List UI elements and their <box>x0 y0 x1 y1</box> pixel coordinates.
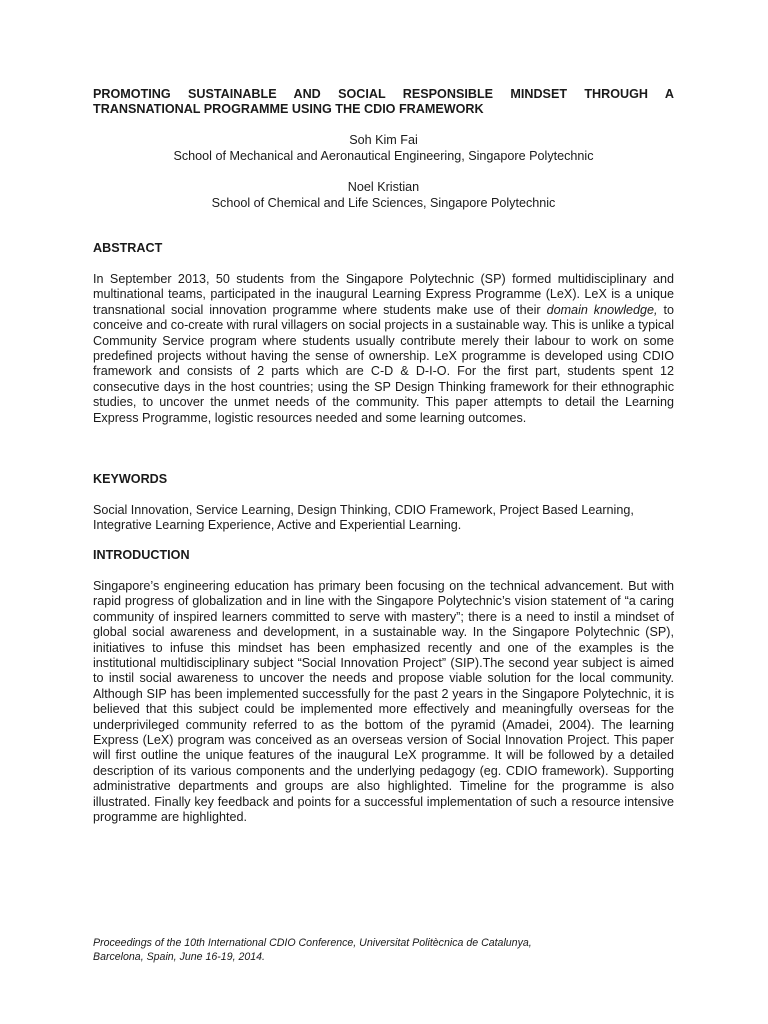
footer-line-2: Barcelona, Spain, June 16-19, 2014. <box>93 950 265 963</box>
author-block-2 <box>93 180 674 211</box>
paper-title: PROMOTING SUSTAINABLE AND SOCIAL RESPONSIBLE MINDSET THROUGH A TRANSNATIONAL PROGRAMME USING THE CDIO FRAMEWORK <box>93 87 674 116</box>
keywords-heading: KEYWORDS <box>93 472 168 486</box>
introduction-text: Singapore’s engineering education has primary been focusing on the technical advancement. But with rapid progress of globalization and in line with the Singapore Polytechnic’s vision statement of “a caring community of inspired learners committed to serve with mastery”; there is a need to instil a mindset of global social awareness and development, in a sustainable way. In the Singapore Polytechnic (SP), initiatives to infuse this mindset has been emphasized recently and one of the examples is the institutional multidisciplinary subject “Social Innovation Project” (SIP).The second year subject is aimed to instil social awareness to uncover the needs and propose viable solution for the local community. Although SIP has been implemented successfully for the past 2 years in the Singapore Polytechnic, it is believed that this subject could be implemented more effectively and meaningfully overseas for the underprivileged community referred to as the bottom of the pyramid (Amadei, 2004). The learning Express (LeX) program was conceived as an overseas version of Social Innovation Project. This paper will first outline the unique features of the inaugural LeX programme. It will be followed by a detailed description of its various components and the underlying pedagogy (eg. CDIO framework). Supporting administrative departments and groups are also highlighted. Timeline for the programme is also illustrated. Finally key feedback and points for a successful implementation of such a resource intensive programme are highlighted. <box>93 579 674 825</box>
abstract-text-part2: to conceive and co-create with rural villagers on social projects in a sustainable way. This is unlike a typical Community Service program where students usually contribute merely their labour to work on some predefined projects without having the sense of ownership. LeX programme is developed using CDIO framework and consists of 2 parts which are C-D & D-I-O. For the first part, students spent 12 consecutive days in the host countries; using the SP Design Thinking framework for their ethnographic studies, to uncover the unmet needs of the community. This paper attempts to detail the Learning Express Programme, logistic resources needed and some learning outcomes. <box>93 302 674 425</box>
abstract-heading: ABSTRACT <box>93 241 163 255</box>
author-affiliation: School of Mechanical and Aeronautical Engineering, Singapore Polytechnic <box>173 148 594 163</box>
abstract-text-part1: In September 2013, 50 students from the Singapore Polytechnic (SP) formed multidisciplinary and multinational teams, participated in the inaugural Learning Express Programme (LeX). LeX is a unique transnational social innovation programme where students make use of their <box>93 272 674 317</box>
proceedings-footer <box>93 937 674 964</box>
author-name: Soh Kim Fai <box>349 133 418 147</box>
author-name: Noel Kristian <box>347 180 420 194</box>
author-affiliation: School of Chemical and Life Sciences, Singapore Polytechnic <box>211 195 556 210</box>
keywords-text: Social Innovation, Service Learning, Design Thinking, CDIO Framework, Project Based Learning, Integrative Learning Experience, Active and Experiential Learning. <box>93 503 634 533</box>
footer-line-1: Proceedings of the 10th International CDIO Conference, Universitat Politècnica de Catalunya, <box>93 937 532 949</box>
introduction-heading: INTRODUCTION <box>93 548 190 562</box>
author-block-1 <box>93 133 674 164</box>
abstract-emphasis: domain knowledge, <box>546 302 658 317</box>
abstract-text <box>93 272 674 426</box>
